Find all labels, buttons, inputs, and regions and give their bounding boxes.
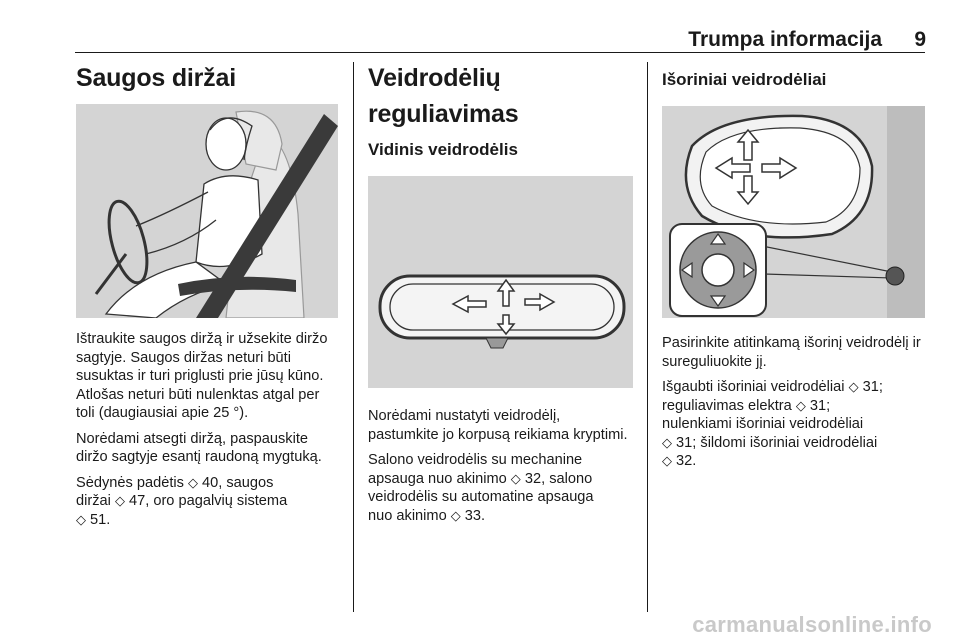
header-rule [75, 52, 925, 53]
exterior-mirror-references [662, 378, 925, 471]
ref-page: 47, oro pagalvių sistema [124, 493, 288, 509]
ref-page: 33. [460, 507, 486, 524]
column-divider-2 [647, 62, 648, 612]
ref-page: 32. [672, 453, 697, 469]
ref-text: nuo akinimo [368, 507, 451, 524]
interior-mirror-references [368, 451, 633, 525]
exterior-mirror-paragraph: Pasirinkite atitinkamą išorinį veidrodėlį ir sureguliuokite jį. [662, 335, 921, 370]
interior-mirror-drawing [368, 176, 633, 388]
ref-page: 31; šildomi išoriniai veidrodėliai [672, 434, 878, 451]
page-reference-icon: ◇ [76, 511, 86, 527]
ref-text: apsauga nuo akinimo [368, 470, 511, 487]
ref-page: 31; [858, 379, 883, 395]
page-reference-icon: ◇ [662, 453, 672, 468]
seatbelts-column [76, 60, 338, 536]
seatbelts-heading: Saugos diržai [76, 64, 236, 92]
page-reference-icon: ◇ [662, 434, 672, 450]
seatbelts-paragraph-2: Norėdami atsegti diržą, paspauskite diržo sagtyje esantį raudoną mygtuką. [76, 430, 322, 465]
ref-page: 31; [805, 397, 831, 414]
page-reference-icon: ◇ [848, 379, 859, 394]
page-reference-icon: ◇ [450, 507, 461, 523]
ref-text: Salono veidrodėlis su mechanine [368, 452, 583, 468]
seatbelts-paragraph-1: Ištraukite saugos diržą ir užsekite diržo sagtyje. Saugos diržas neturi būti susuktas ir turi priglusti prie jūsų kūno. Atlošas neturi būti nulenktas atgal per toli (daugiausiai apie 25 °). [76, 331, 328, 421]
interior-mirror-paragraph: Norėdami nustatyti veidrodėlį, pastumkite jo korpusą reikiama kryptimi. [368, 408, 628, 443]
page-reference-icon: ◇ [510, 470, 521, 486]
page-header-title: Trumpa informacija [688, 28, 882, 51]
page-reference-icon: ◇ [187, 474, 198, 490]
ref-text: veidrodėlis su automatine apsauga [368, 489, 594, 505]
exterior-mirrors-subheading: Išoriniai veidrodėliai [662, 70, 827, 89]
ref-text: diržai [76, 493, 115, 509]
seatbelt-drawing [76, 104, 338, 318]
watermark: carmanualsonline.info [692, 612, 932, 637]
exterior-mirror-drawing [662, 106, 925, 318]
ref-page: 32, salono [520, 470, 593, 487]
interior-mirror-illustration [368, 176, 633, 388]
mirror-adjustment-column [368, 60, 633, 532]
page-number: 9 [914, 28, 926, 51]
ref-text: Išgaubti išoriniai veidrodėliai [662, 379, 849, 395]
exterior-mirrors-column [662, 60, 925, 478]
page-reference-icon: ◇ [795, 397, 806, 413]
ref-text: nulenkiami išoriniai veidrodėliai [662, 416, 864, 432]
seatbelts-references [76, 474, 338, 530]
ref-page: 51. [86, 511, 111, 528]
column-divider-1 [353, 62, 354, 612]
exterior-mirror-illustration [662, 106, 925, 318]
interior-mirror-subheading: Vidinis veidrodėlis [368, 140, 518, 159]
mirror-adjustment-heading: Veidrodėlių reguliavimas [368, 64, 519, 128]
page-reference-icon: ◇ [114, 493, 125, 508]
ref-page: 40, saugos [197, 474, 274, 491]
seatbelt-illustration [76, 104, 338, 318]
ref-text: Sėdynės padėtis [76, 474, 188, 491]
ref-text: reguliavimas elektra [662, 397, 796, 414]
